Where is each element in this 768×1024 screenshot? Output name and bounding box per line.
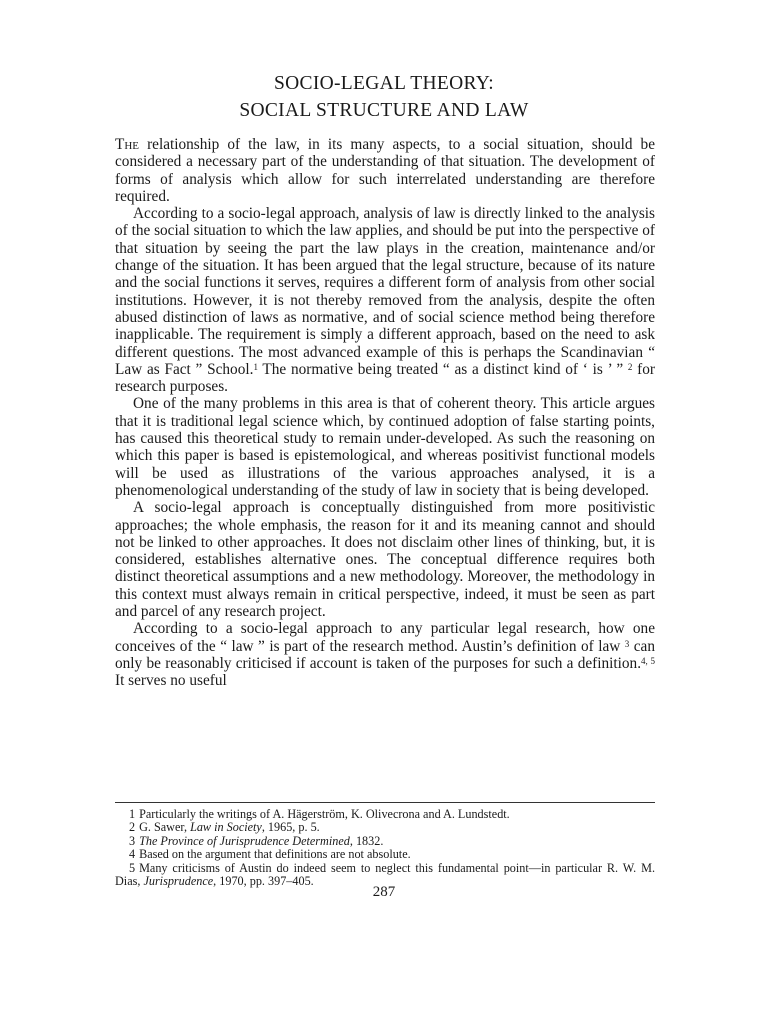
paragraph-5-text-b: can only be reasonably criticised if account is taken of the purposes for such a definition.	[115, 637, 655, 672]
footnote-ref-1: 1	[253, 361, 258, 372]
footnote-number: 2	[129, 820, 136, 835]
paragraph-5-text-a: According to a socio-legal approach to any particular legal research, how one conceives of the “ law ” is part of the research method. Austin’s definition of law	[115, 620, 655, 655]
footnote-4	[115, 848, 655, 861]
paragraph-5-text-c: It serves no useful	[115, 672, 227, 690]
footnote-text: Many criticisms of Austin do indeed seem to neglect this fundamental point—in particular R. W. M. Dias,	[115, 860, 655, 889]
footnote-ref-4-5: 4, 5	[641, 655, 655, 666]
footnote-citation-title: Law in Society	[190, 820, 262, 835]
footnote-citation-title: Jurisprudence	[143, 874, 214, 889]
paragraph-1-lead: The	[115, 136, 140, 153]
footnote-text: Particularly the writings of A. Hägerström, K. Olivecrona and A. Lundstedt.	[139, 807, 510, 821]
footnote-2	[115, 821, 655, 834]
article-body	[115, 136, 655, 690]
footnote-number: 3	[129, 833, 136, 848]
paragraph-2-text-c: for research purposes.	[115, 360, 655, 396]
footnote-text: , 1965, p. 5.	[261, 820, 320, 835]
footnote-text: , 1970, pp. 397–405.	[213, 874, 314, 889]
paragraph-5	[115, 620, 655, 689]
footnote-text: Based on the argument that definitions are not absolute.	[139, 847, 411, 862]
paragraph-2	[115, 205, 655, 395]
footnote-citation-title: The Province of Jurisprudence Determined	[139, 833, 350, 848]
paragraph-2-text-b: The normative being treated “ as a distinct kind of ‘ is ’ ”	[257, 360, 628, 378]
title-line-1: SOCIO-LEGAL THEORY:	[273, 73, 495, 94]
article-title	[0, 70, 768, 124]
footnote-1	[115, 808, 655, 821]
paragraph-1-text: relationship of the law, in its many aspects, to a social situation, should be considered a necessary part of the understanding of that situation. The development of forms of analysis which allow for such interrelated understanding are therefore required.	[115, 136, 655, 205]
paragraph-2-text-a: According to a socio-legal approach, analysis of law is directly linked to the analysis of the social situation to which the law applies, and should be put into the perspective of that situation by seeing the part the law plays in the creation, maintenance and/or change of the situation. It has been argued that the legal structure, because of its nature and the social functions it serves, requires a different form of analysis from other social institutions. However, it is not thereby removed from the analysis, despite the often abused distinction of laws as normative, and of social science method being therefore inapplicable. The requirement is simply a different approach, based on the need to ask different questions. The most advanced example of this is perhaps the Scandinavian “ Law as Fact ” School.	[115, 205, 655, 378]
footnote-ref-3: 3	[624, 638, 630, 649]
paragraph-3: One of the many problems in this area is that of coherent theory. This article argues that it is traditional legal science which, by continued adoption of false starting points, has caused this theoretical study to remain under-developed. As such the reasoning on which this paper is based is epistemological, and whereas positivist functional models will be used as illustrations of the various approaches analysed, it is a phenomenological understanding of the study of law in society that is being developed.	[115, 395, 655, 499]
footnote-text: G. Sawer,	[139, 820, 191, 835]
page-number: 287	[372, 884, 396, 900]
footnote-3	[115, 835, 655, 848]
paragraph-1	[115, 136, 655, 205]
footnote-text: , 1832.	[349, 833, 384, 848]
footnote-number: 5	[129, 860, 136, 875]
footnote-number: 1	[129, 807, 136, 821]
footnote-ref-2: 2	[627, 361, 633, 372]
footnote-number: 4	[129, 847, 136, 862]
footnotes	[115, 808, 655, 888]
paragraph-4: A socio-legal approach is conceptually distinguished from more positivistic approaches; the whole emphasis, the reason for it and its meaning cannot and should not be linked to other approaches. It does not disclaim other lines of thinking, but, it is considered, establishes alternative ones. The conceptual difference requires both distinct theoretical assumptions and a new methodology. Moreover, the methodology in this context must always remain in critical perspective, indeed, it must be seen as part and parcel of any research project.	[115, 499, 655, 621]
title-line-2: SOCIAL STRUCTURE AND LAW	[239, 100, 529, 121]
footnote-divider	[115, 802, 655, 803]
